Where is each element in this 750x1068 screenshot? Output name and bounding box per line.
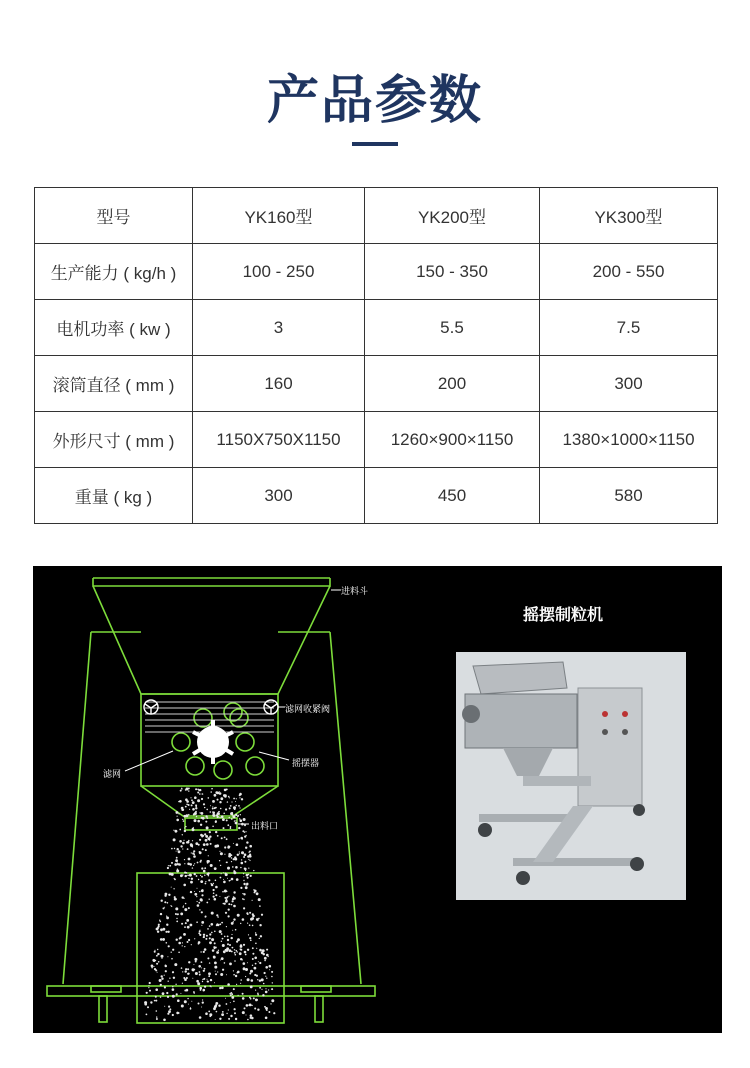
caster-wheel-icon xyxy=(478,823,492,837)
table-cell: 200 - 550 xyxy=(540,244,718,300)
table-cell: 450 xyxy=(365,468,540,524)
table-header-cell: 型号 xyxy=(35,188,193,244)
table-row xyxy=(35,468,718,524)
page-title: 产品参数 xyxy=(266,71,483,131)
photo-rotor-housing xyxy=(465,694,577,748)
machine-diagram-panel xyxy=(33,566,722,1033)
table-header-row xyxy=(35,188,718,244)
indicator-light-icon xyxy=(622,711,628,717)
table-cell: 5.5 xyxy=(365,300,540,356)
table-cell: 150 - 350 xyxy=(365,244,540,300)
screen-label: 滤网 xyxy=(103,770,122,780)
title-underline xyxy=(352,142,398,146)
caster-wheel-icon xyxy=(633,804,645,816)
machine-photo xyxy=(33,566,722,1033)
table-header-cell: YK200型 xyxy=(365,188,540,244)
table-row xyxy=(35,300,718,356)
machine-title: 摇摆制粒机 xyxy=(523,605,604,624)
table-cell: 580 xyxy=(540,468,718,524)
switch-knob-icon xyxy=(602,729,608,735)
caster-wheel-icon xyxy=(630,857,644,871)
outlet-label: 出料口 xyxy=(251,822,279,832)
caster-wheel-icon xyxy=(516,871,530,885)
table-cell: 100 - 250 xyxy=(193,244,365,300)
table-cell: 300 xyxy=(540,356,718,412)
table-row xyxy=(35,356,718,412)
table-cell: 200 xyxy=(365,356,540,412)
table-header-cell: YK160型 xyxy=(193,188,365,244)
table-cell: 3 xyxy=(193,300,365,356)
spec-table xyxy=(34,187,718,524)
photo-handwheel-icon xyxy=(462,705,480,723)
table-cell: 1380×1000×1150 xyxy=(540,412,718,468)
table-row xyxy=(35,412,718,468)
photo-frame-bar xyxy=(523,776,591,786)
table-cell: 外形尺寸 ( mm ) xyxy=(35,412,193,468)
table-cell: 1260×900×1150 xyxy=(365,412,540,468)
photo-hopper xyxy=(473,662,567,694)
table-row xyxy=(35,244,718,300)
indicator-light-icon xyxy=(602,711,608,717)
table-cell: 7.5 xyxy=(540,300,718,356)
table-cell: 160 xyxy=(193,356,365,412)
table-header-cell: YK300型 xyxy=(540,188,718,244)
rotor-label: 摇摆器 xyxy=(292,759,320,769)
control-cabinet xyxy=(578,688,642,806)
table-cell: 重量 ( kg ) xyxy=(35,468,193,524)
table-cell: 300 xyxy=(193,468,365,524)
screen-clamp-label: 滤网收紧阀 xyxy=(285,705,331,715)
photo-base-rail xyxy=(513,858,633,866)
table-cell: 生产能力 ( kg/h ) xyxy=(35,244,193,300)
table-cell: 1150X750X1150 xyxy=(193,412,365,468)
switch-knob-icon xyxy=(622,729,628,735)
hopper-label: 进料斗 xyxy=(341,587,369,597)
table-cell: 滚筒直径 ( mm ) xyxy=(35,356,193,412)
table-cell: 电机功率 ( kw ) xyxy=(35,300,193,356)
